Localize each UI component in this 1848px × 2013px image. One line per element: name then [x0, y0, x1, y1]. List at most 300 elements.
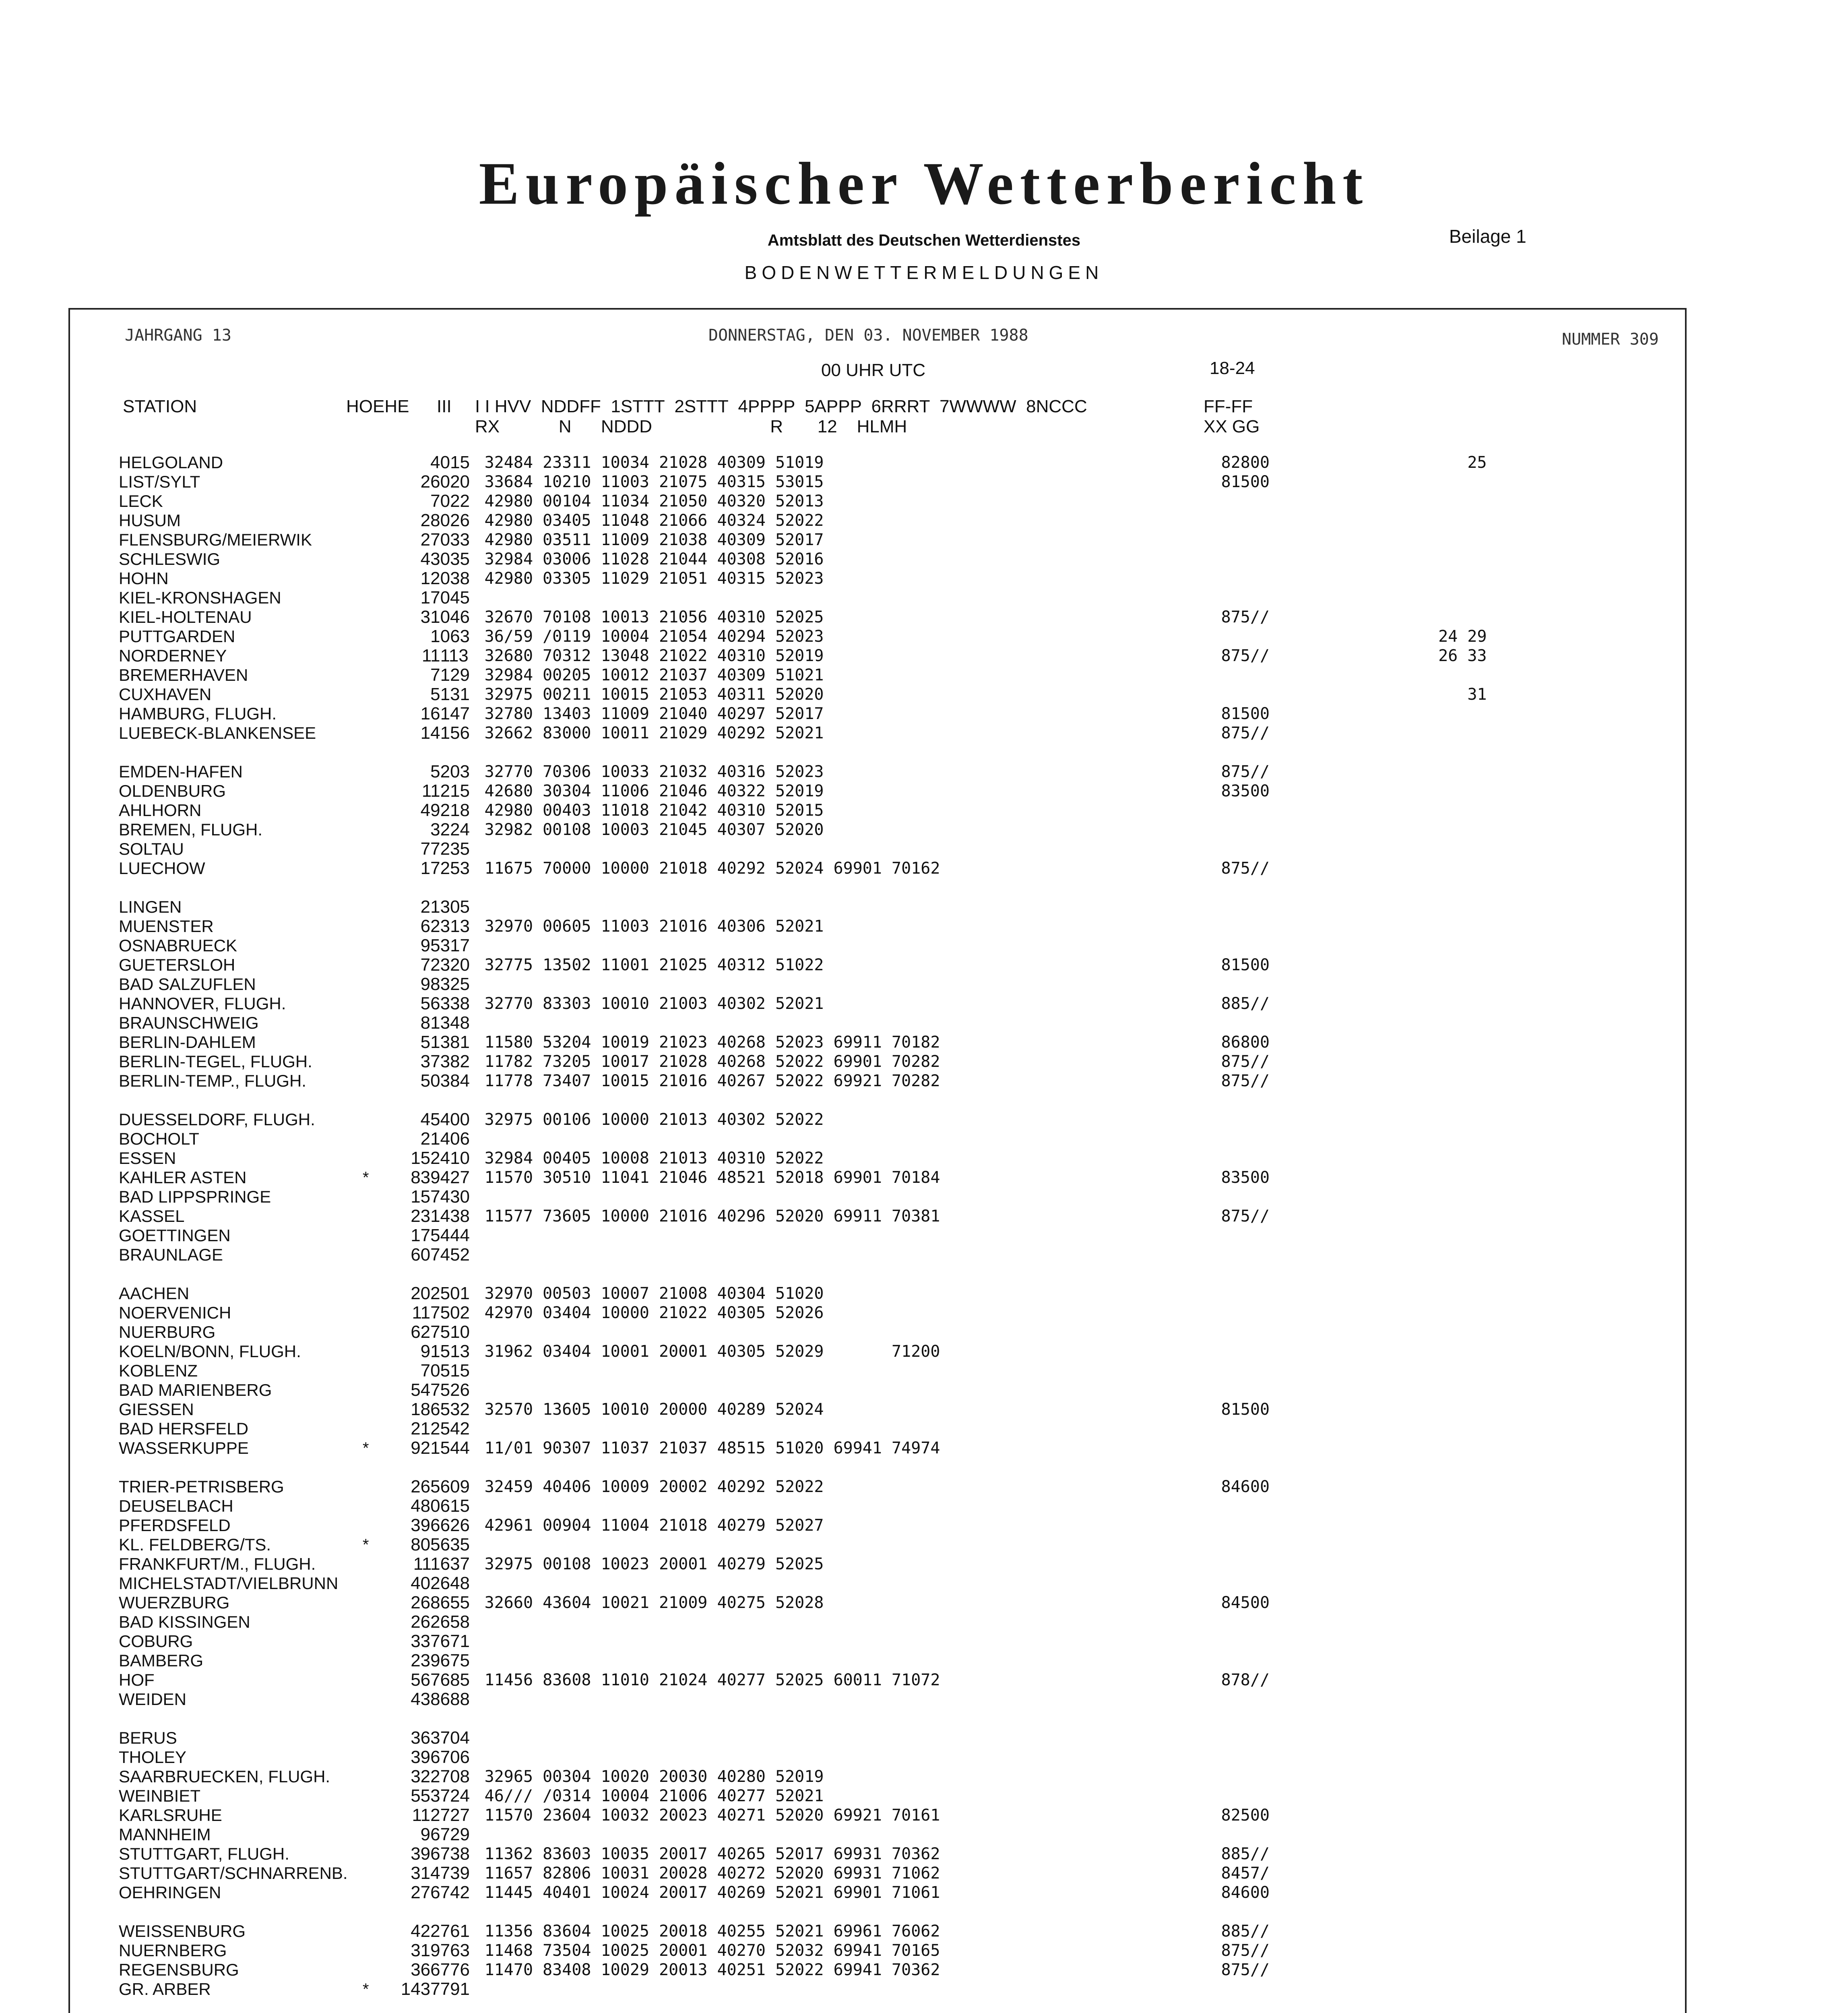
table-row	[119, 1535, 1487, 1554]
gust-values	[1366, 1438, 1487, 1458]
table-row	[119, 665, 1487, 685]
cloud-group	[1221, 1013, 1366, 1033]
station-name: LIST/SYLT	[119, 472, 200, 491]
station-id: 430	[440, 1187, 470, 1207]
table-row	[119, 1071, 1487, 1091]
mountain-station-marker	[348, 1922, 384, 1941]
gust-values	[1366, 917, 1487, 936]
cloud-group	[1221, 1728, 1366, 1748]
table-row	[119, 1748, 1487, 1767]
table-row	[119, 1883, 1487, 1902]
synop-codes: 11445 40401 10024 20017 40269 52021 69901 71061	[484, 1883, 940, 1902]
table-row	[119, 704, 1487, 723]
gust-values	[1366, 839, 1487, 859]
table-row	[119, 1825, 1487, 1844]
station-id: 724	[440, 1786, 470, 1806]
station-height: 422	[411, 1921, 440, 1941]
station-id: 203	[440, 762, 470, 781]
station-height: 314	[411, 1863, 440, 1883]
synop-codes: 33684 10210 11003 21075 40315 53015	[484, 473, 824, 491]
synop-codes: 32484 23311 10034 21028 40309 51019	[484, 453, 824, 472]
group-separator	[119, 1902, 1487, 1922]
cloud-group	[1221, 917, 1366, 936]
gust-values	[1366, 1516, 1487, 1535]
station-id: 776	[440, 1960, 470, 1980]
station-height: 3	[430, 820, 440, 839]
cloud-group	[1221, 492, 1366, 511]
station-id: 438	[440, 1206, 470, 1226]
station-name: KIEL-HOLTENAU	[119, 608, 252, 626]
table-row	[119, 1013, 1487, 1033]
gust-values	[1366, 1670, 1487, 1690]
cloud-group	[1221, 820, 1366, 839]
station-height: 157	[411, 1187, 440, 1207]
group-separator	[119, 1709, 1487, 1728]
mountain-station-marker	[348, 1400, 384, 1419]
mountain-station-marker	[348, 1767, 384, 1786]
station-id: 615	[440, 1496, 470, 1516]
gust-values	[1366, 1690, 1487, 1709]
mountain-station-marker	[348, 1825, 384, 1844]
cloud-group	[1221, 1748, 1366, 1767]
cloud-group: 875//	[1221, 1207, 1270, 1226]
mountain-station-marker	[348, 723, 384, 743]
mountain-station-marker	[348, 1303, 384, 1323]
mountain-station-marker	[348, 1496, 384, 1516]
cloud-group	[1221, 936, 1366, 955]
synop-codes: 32970 00605 11003 21016 40306 52021	[484, 917, 824, 936]
gust-values	[1366, 1767, 1487, 1786]
mountain-station-marker	[348, 1013, 384, 1033]
table-row	[119, 1361, 1487, 1381]
mountain-station-marker	[348, 1052, 384, 1071]
gust-values: 26 33	[1438, 647, 1487, 665]
cloud-group: 875//	[1221, 647, 1270, 665]
station-name: OLDENBURG	[119, 781, 226, 800]
station-id: 338	[440, 994, 470, 1013]
station-height: 265	[411, 1477, 440, 1496]
station-height: 547	[411, 1380, 440, 1400]
gust-values	[1366, 1342, 1487, 1361]
synop-codes: 42680 30304 11006 21046 40322 52019	[484, 782, 824, 800]
mountain-station-marker	[348, 646, 384, 665]
station-height: 11	[421, 646, 440, 665]
station-height: 202	[411, 1283, 440, 1303]
mountain-station-marker	[348, 530, 384, 550]
mountain-station-marker	[348, 1574, 384, 1593]
mountain-station-marker	[348, 550, 384, 569]
station-height: 72	[420, 955, 440, 975]
station-height: 26	[420, 472, 440, 492]
station-id: 224	[440, 820, 470, 839]
station-height: 480	[411, 1496, 440, 1516]
station-height: 363	[411, 1728, 440, 1748]
station-name: HANNOVER, FLUGH.	[119, 994, 286, 1013]
table-row	[119, 859, 1487, 878]
table-row	[119, 1922, 1487, 1941]
issue-number: NUMMER 309	[1562, 330, 1659, 349]
mountain-station-marker	[348, 1323, 384, 1342]
synop-codes	[485, 1651, 1221, 1670]
table-row	[119, 1670, 1487, 1690]
table-row	[119, 1690, 1487, 1709]
table-row	[119, 820, 1487, 839]
cloud-group	[1221, 1786, 1366, 1806]
cloud-group	[1221, 627, 1366, 646]
cloud-group: 875//	[1221, 763, 1270, 781]
mountain-station-marker	[348, 1071, 384, 1091]
mountain-station-marker	[348, 994, 384, 1013]
gust-values: 25	[1467, 453, 1487, 472]
mountain-station-marker	[348, 1593, 384, 1612]
gust-values	[1366, 936, 1487, 955]
station-name: HOF	[119, 1670, 155, 1689]
synop-codes: 32970 00503 10007 21008 40304 51020	[484, 1284, 824, 1303]
column-codes: I I HVV NDDFF 1STTT 2STTT 4PPPP 5APPP 6RRRT 7WWWW 8NCCC	[475, 397, 1087, 416]
station-height: 921	[411, 1438, 440, 1458]
mountain-station-marker	[348, 1554, 384, 1574]
synop-codes	[485, 1013, 1221, 1033]
station-name: BERLIN-TEGEL, FLUGH.	[119, 1052, 312, 1071]
station-height: 51	[420, 1032, 440, 1052]
cloud-group: 84600	[1221, 1478, 1270, 1496]
station-name: HOHN	[119, 569, 169, 588]
synop-codes: 32984 03006 11028 21044 40308 52016	[484, 550, 824, 568]
station-name: BAMBERG	[119, 1651, 204, 1670]
station-height: 239	[411, 1651, 440, 1670]
station-height: 28	[420, 510, 440, 530]
station-height: 17	[420, 588, 440, 608]
cloud-group: 875//	[1221, 1072, 1270, 1090]
station-name: EMDEN-HAFEN	[119, 762, 243, 781]
jahrgang-label: JAHRGANG 13	[125, 326, 231, 345]
station-height: 396	[411, 1515, 440, 1535]
synop-codes: 32965 00304 10020 20030 40280 52019	[484, 1767, 824, 1786]
station-height: 175	[411, 1226, 440, 1245]
mountain-station-marker	[348, 762, 384, 781]
cloud-group	[1221, 1690, 1366, 1709]
table-row	[119, 1033, 1487, 1052]
station-name: NORDERNEY	[119, 646, 227, 665]
station-name: DUESSELDORF, FLUGH.	[119, 1110, 315, 1129]
table-row	[119, 1284, 1487, 1303]
synop-codes: 11470 83408 10029 20013 40251 52022 69941 70362	[484, 1961, 940, 1979]
station-height: 21	[420, 897, 440, 917]
synop-codes: 32984 00405 10008 21013 40310 52022	[484, 1149, 824, 1168]
gust-values	[1366, 1632, 1487, 1651]
station-name: LUECHOW	[119, 859, 205, 878]
station-id: 020	[440, 472, 470, 492]
station-id: 510	[440, 1322, 470, 1342]
synop-codes	[485, 897, 1221, 917]
station-height: 56	[420, 994, 440, 1013]
mountain-station-marker	[348, 1187, 384, 1207]
mountain-station-marker	[348, 820, 384, 839]
synop-codes	[485, 839, 1221, 859]
station-name: REGENSBURG	[119, 1960, 239, 1979]
station-height: 627	[411, 1322, 440, 1342]
station-name: BOCHOLT	[119, 1129, 199, 1148]
station-id: 444	[440, 1226, 470, 1245]
table-row	[119, 994, 1487, 1013]
gust-values	[1366, 1477, 1487, 1496]
cloud-group	[1221, 588, 1366, 608]
table-row	[119, 1767, 1487, 1786]
synop-codes	[485, 1612, 1221, 1632]
cloud-group	[1221, 1612, 1366, 1632]
beilage-label: Beilage 1	[1449, 226, 1526, 247]
station-name: WEISSENBURG	[119, 1922, 246, 1941]
station-id: 218	[440, 800, 470, 820]
table-row	[119, 723, 1487, 743]
mountain-station-marker	[348, 975, 384, 994]
gust-values	[1366, 1361, 1487, 1381]
gust-values	[1366, 1284, 1487, 1303]
synop-codes	[485, 1187, 1221, 1207]
cloud-group	[1221, 1110, 1366, 1129]
table-row	[119, 1245, 1487, 1265]
mountain-station-marker	[348, 1728, 384, 1748]
gust-values	[1366, 1554, 1487, 1574]
table-row	[119, 530, 1487, 550]
mountain-station-marker	[348, 1245, 384, 1265]
station-name: BRAUNLAGE	[119, 1245, 223, 1264]
synop-codes: 42980 03511 11009 21038 40309 52017	[484, 531, 824, 549]
cloud-group	[1221, 1245, 1366, 1265]
station-height: 1437	[401, 1979, 440, 1999]
cloud-group	[1221, 1342, 1366, 1361]
synop-codes	[485, 1825, 1221, 1844]
synop-codes	[485, 1632, 1221, 1651]
station-name: ESSEN	[119, 1149, 176, 1168]
station-height: 70	[420, 1361, 440, 1381]
station-height: 337	[411, 1631, 440, 1651]
station-name: BRAUNSCHWEIG	[119, 1013, 259, 1032]
synop-codes: 11468 73504 10025 20001 40270 52032 69941 70165	[484, 1941, 940, 1960]
synop-codes: 32982 00108 10003 21045 40307 52020	[484, 820, 824, 839]
table-row	[119, 608, 1487, 627]
station-name: GIESSEN	[119, 1400, 194, 1419]
cloud-group	[1221, 1651, 1366, 1670]
mountain-station-marker	[348, 1960, 384, 1980]
synop-codes: 32984 00205 10012 21037 40309 51021	[484, 666, 824, 684]
station-height: 186	[411, 1399, 440, 1419]
synop-codes: 32975 00106 10000 21013 40302 52022	[484, 1110, 824, 1129]
station-name: KL. FELDBERG/TS.	[119, 1535, 271, 1554]
period-label: 18-24	[1210, 358, 1255, 378]
observation-time: 00 UHR UTC	[821, 360, 926, 380]
station-id: 501	[440, 1283, 470, 1303]
station-height: 112	[412, 1805, 440, 1825]
synop-codes: 11782 73205 10017 21028 40268 52022 69901 70282	[484, 1052, 940, 1071]
synop-codes: 11362 83603 10035 20017 40265 52017 69931 70362	[484, 1845, 940, 1863]
station-id: 045	[440, 588, 470, 608]
gust-values	[1366, 859, 1487, 878]
station-name: COBURG	[119, 1632, 193, 1651]
table-row	[119, 453, 1487, 472]
station-name: KARLSRUHE	[119, 1806, 222, 1825]
cloud-group	[1221, 839, 1366, 859]
station-id: 320	[440, 955, 470, 975]
cloud-group	[1221, 1303, 1366, 1323]
synop-codes: 32975 00211 10015 21053 40311 52020	[484, 685, 824, 704]
gust-values	[1366, 511, 1487, 530]
mountain-station-marker	[348, 897, 384, 917]
group-separator	[119, 743, 1487, 762]
synop-codes	[485, 1226, 1221, 1245]
station-id: 513	[440, 1341, 470, 1361]
gust-values	[1366, 1381, 1487, 1400]
mountain-station-marker	[348, 1786, 384, 1806]
mountain-station-marker	[348, 1361, 384, 1381]
station-id: 400	[440, 1110, 470, 1129]
station-name: BAD KISSINGEN	[119, 1612, 250, 1631]
station-name: DEUSELBACH	[119, 1496, 233, 1515]
gust-values	[1366, 665, 1487, 685]
station-height: 805	[411, 1535, 440, 1554]
cloud-group	[1221, 1632, 1366, 1651]
synop-codes: 32770 83303 10010 21003 40302 52021	[484, 994, 824, 1013]
station-height: 27	[420, 530, 440, 550]
station-id: 729	[440, 1825, 470, 1844]
column-hoehe: HOEHE	[346, 397, 409, 416]
cloud-group	[1221, 511, 1366, 530]
gust-values	[1366, 1593, 1487, 1612]
mountain-station-marker	[348, 1748, 384, 1767]
mountain-station-marker	[348, 1226, 384, 1245]
gust-values	[1366, 1245, 1487, 1265]
cloud-group	[1221, 1554, 1366, 1574]
mountain-station-marker	[348, 472, 384, 492]
gust-values	[1366, 1033, 1487, 1052]
cloud-group	[1221, 1574, 1366, 1593]
cloud-group: 81500	[1221, 1400, 1270, 1419]
station-name: KIEL-KRONSHAGEN	[119, 588, 281, 607]
station-id: 348	[440, 1013, 470, 1033]
gust-values	[1366, 530, 1487, 550]
station-id: 035	[440, 549, 470, 569]
station-id: 675	[440, 1651, 470, 1670]
station-height: 11	[421, 781, 440, 801]
gust-values	[1366, 1980, 1487, 1999]
mountain-station-marker	[348, 839, 384, 859]
station-id: 706	[440, 1747, 470, 1767]
table-row	[119, 550, 1487, 569]
gust-values	[1366, 1226, 1487, 1245]
station-name: WUERZBURG	[119, 1593, 230, 1612]
mountain-station-marker	[348, 955, 384, 975]
station-height: 567	[411, 1670, 440, 1690]
synop-codes: 32770 70306 10033 21032 40316 52023	[484, 763, 824, 781]
synop-codes	[485, 1535, 1221, 1554]
station-name: CUXHAVEN	[119, 685, 212, 704]
station-name: SCHLESWIG	[119, 550, 221, 568]
station-id: 708	[440, 1767, 470, 1786]
cloud-group: 82500	[1221, 1806, 1270, 1825]
station-id: 544	[440, 1438, 470, 1458]
station-name: HAMBURG, FLUGH.	[119, 704, 277, 723]
cloud-group	[1221, 1419, 1366, 1438]
station-name: MICHELSTADT/VIELBRUNN	[119, 1574, 339, 1593]
synop-codes: 42970 03404 10000 21022 40305 52026	[484, 1304, 824, 1322]
station-id: 658	[440, 1612, 470, 1632]
synop-codes	[485, 1419, 1221, 1438]
gust-values	[1366, 1187, 1487, 1207]
column-codes-sub: RX N NDDD R 12 HLMH	[475, 417, 907, 436]
station-height: 81	[420, 1013, 440, 1033]
cloud-group: 86800	[1221, 1033, 1270, 1052]
mountain-station-marker: *	[362, 1169, 369, 1186]
station-name: WEIDEN	[119, 1690, 186, 1709]
group-separator	[119, 1458, 1487, 1477]
mountain-station-marker	[348, 1381, 384, 1400]
station-id: 648	[440, 1573, 470, 1593]
station-height: 231	[411, 1206, 440, 1226]
gust-values	[1366, 1071, 1487, 1091]
station-id: 381	[440, 1032, 470, 1052]
table-row	[119, 1980, 1487, 1999]
mountain-station-marker	[348, 608, 384, 627]
station-height: 117	[412, 1303, 440, 1323]
gust-values	[1366, 1168, 1487, 1187]
cloud-group: 885//	[1221, 1845, 1270, 1863]
station-name: KAHLER ASTEN	[119, 1168, 247, 1187]
station-height: 21	[420, 1129, 440, 1149]
mountain-station-marker	[348, 1651, 384, 1670]
synop-codes: 32662 83000 10011 21029 40292 52021	[484, 724, 824, 742]
station-height: 212	[411, 1419, 440, 1438]
station-height: 262	[411, 1612, 440, 1632]
station-height: 402	[411, 1573, 440, 1593]
mountain-station-marker	[348, 453, 384, 472]
page-title: Europäischer Wetterbericht	[479, 150, 1369, 217]
gust-values	[1366, 1864, 1487, 1883]
mountain-station-marker	[348, 1149, 384, 1168]
cloud-group: 83500	[1221, 782, 1270, 800]
table-row	[119, 975, 1487, 994]
cloud-group	[1221, 1438, 1366, 1458]
station-id: 526	[440, 1380, 470, 1400]
mountain-station-marker	[348, 801, 384, 820]
station-name: OEHRINGEN	[119, 1883, 221, 1902]
cloud-group	[1221, 975, 1366, 994]
station-id: 688	[440, 1689, 470, 1709]
table-row	[119, 1129, 1487, 1149]
station-id: 655	[440, 1593, 470, 1612]
table-row	[119, 1941, 1487, 1960]
table-row	[119, 1632, 1487, 1651]
cloud-group	[1221, 1825, 1366, 1844]
cloud-group: 81500	[1221, 956, 1270, 974]
cloud-group	[1221, 1149, 1366, 1168]
cloud-group	[1221, 1129, 1366, 1149]
mountain-station-marker	[348, 1033, 384, 1052]
gust-values	[1366, 1149, 1487, 1168]
station-height: 152	[411, 1148, 440, 1168]
station-name: KOBLENZ	[119, 1361, 198, 1380]
gust-values	[1366, 820, 1487, 839]
mountain-station-marker	[348, 1864, 384, 1883]
station-name: BAD MARIENBERG	[119, 1381, 272, 1399]
gust-values	[1366, 762, 1487, 781]
station-name: WEINBIET	[119, 1786, 201, 1805]
table-row	[119, 627, 1487, 646]
cloud-group: 875//	[1221, 608, 1270, 626]
gust-values	[1366, 588, 1487, 608]
station-height: 77	[420, 839, 440, 859]
station-name: HUSUM	[119, 511, 181, 530]
table-row	[119, 1226, 1487, 1245]
